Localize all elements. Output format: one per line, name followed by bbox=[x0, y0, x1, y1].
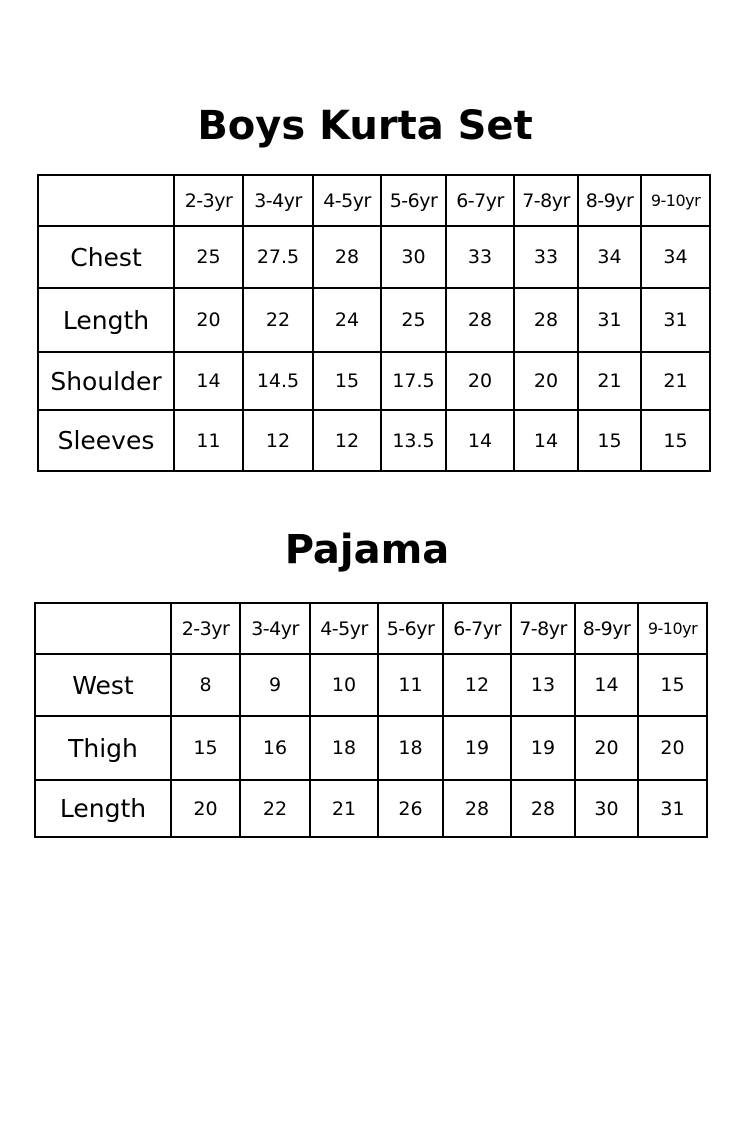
kurta-cell: 33 bbox=[514, 226, 578, 288]
kurta-row-label: Shoulder bbox=[38, 352, 174, 410]
pajama-size-header: 9-10yr bbox=[638, 603, 707, 654]
pajama-corner-cell bbox=[35, 603, 171, 654]
pajama-cell: 28 bbox=[511, 780, 575, 837]
kurta-cell: 27.5 bbox=[243, 226, 313, 288]
pajama-cell: 20 bbox=[575, 716, 638, 780]
pajama-header-row bbox=[35, 603, 707, 654]
pajama-cell: 20 bbox=[638, 716, 707, 780]
kurta-cell: 15 bbox=[578, 410, 641, 471]
pajama-row-length bbox=[35, 780, 707, 837]
kurta-size-header: 9-10yr bbox=[641, 175, 710, 226]
kurta-cell: 15 bbox=[641, 410, 710, 471]
pajama-cell: 15 bbox=[638, 654, 707, 716]
pajama-cell: 18 bbox=[378, 716, 443, 780]
pajama-cell: 30 bbox=[575, 780, 638, 837]
kurta-cell: 13.5 bbox=[381, 410, 446, 471]
pajama-cell: 21 bbox=[310, 780, 378, 837]
kurta-cell: 20 bbox=[514, 352, 578, 410]
kurta-cell: 21 bbox=[641, 352, 710, 410]
kurta-size-header: 4-5yr bbox=[313, 175, 381, 226]
pajama-row-label: Thigh bbox=[35, 716, 171, 780]
pajama-size-header: 8-9yr bbox=[575, 603, 638, 654]
kurta-cell: 25 bbox=[381, 288, 446, 352]
kurta-row-label: Chest bbox=[38, 226, 174, 288]
pajama-size-header: 7-8yr bbox=[511, 603, 575, 654]
pajama-row-label: West bbox=[35, 654, 171, 716]
pajama-cell: 18 bbox=[310, 716, 378, 780]
kurta-cell: 12 bbox=[313, 410, 381, 471]
kurta-cell: 21 bbox=[578, 352, 641, 410]
pajama-cell: 12 bbox=[443, 654, 511, 716]
kurta-row-length bbox=[38, 288, 710, 352]
kurta-cell: 28 bbox=[313, 226, 381, 288]
kurta-size-table bbox=[37, 174, 711, 472]
kurta-cell: 30 bbox=[381, 226, 446, 288]
kurta-title: Boys Kurta Set bbox=[197, 103, 533, 149]
pajama-row-west bbox=[35, 654, 707, 716]
kurta-row-shoulder bbox=[38, 352, 710, 410]
pajama-cell: 28 bbox=[443, 780, 511, 837]
pajama-title: Pajama bbox=[284, 527, 450, 573]
kurta-row-label: Sleeves bbox=[38, 410, 174, 471]
kurta-row-chest bbox=[38, 226, 710, 288]
pajama-cell: 15 bbox=[171, 716, 240, 780]
pajama-cell: 8 bbox=[171, 654, 240, 716]
kurta-cell: 31 bbox=[641, 288, 710, 352]
kurta-cell: 33 bbox=[446, 226, 514, 288]
kurta-cell: 22 bbox=[243, 288, 313, 352]
kurta-cell: 14 bbox=[174, 352, 243, 410]
kurta-size-header: 2-3yr bbox=[174, 175, 243, 226]
pajama-size-header: 4-5yr bbox=[310, 603, 378, 654]
pajama-size-header: 3-4yr bbox=[240, 603, 310, 654]
pajama-cell: 22 bbox=[240, 780, 310, 837]
kurta-header-row bbox=[38, 175, 710, 226]
kurta-size-header: 8-9yr bbox=[578, 175, 641, 226]
kurta-size-header: 6-7yr bbox=[446, 175, 514, 226]
kurta-cell: 25 bbox=[174, 226, 243, 288]
kurta-cell: 11 bbox=[174, 410, 243, 471]
kurta-size-header: 7-8yr bbox=[514, 175, 578, 226]
kurta-cell: 14 bbox=[446, 410, 514, 471]
kurta-cell: 20 bbox=[174, 288, 243, 352]
pajama-cell: 31 bbox=[638, 780, 707, 837]
kurta-cell: 14 bbox=[514, 410, 578, 471]
pajama-size-header: 2-3yr bbox=[171, 603, 240, 654]
pajama-cell: 20 bbox=[171, 780, 240, 837]
kurta-cell: 20 bbox=[446, 352, 514, 410]
pajama-cell: 19 bbox=[443, 716, 511, 780]
kurta-cell: 15 bbox=[313, 352, 381, 410]
kurta-corner-cell bbox=[38, 175, 174, 226]
kurta-cell: 24 bbox=[313, 288, 381, 352]
pajama-size-table bbox=[34, 602, 708, 838]
kurta-size-header: 5-6yr bbox=[381, 175, 446, 226]
pajama-cell: 13 bbox=[511, 654, 575, 716]
pajama-cell: 14 bbox=[575, 654, 638, 716]
kurta-cell: 28 bbox=[446, 288, 514, 352]
kurta-cell: 28 bbox=[514, 288, 578, 352]
pajama-cell: 19 bbox=[511, 716, 575, 780]
kurta-cell: 34 bbox=[578, 226, 641, 288]
pajama-cell: 11 bbox=[378, 654, 443, 716]
kurta-cell: 14.5 bbox=[243, 352, 313, 410]
pajama-cell: 9 bbox=[240, 654, 310, 716]
kurta-cell: 31 bbox=[578, 288, 641, 352]
kurta-row-sleeves bbox=[38, 410, 710, 471]
pajama-cell: 10 bbox=[310, 654, 378, 716]
pajama-row-thigh bbox=[35, 716, 707, 780]
kurta-cell: 34 bbox=[641, 226, 710, 288]
kurta-size-header: 3-4yr bbox=[243, 175, 313, 226]
pajama-row-label: Length bbox=[35, 780, 171, 837]
pajama-cell: 16 bbox=[240, 716, 310, 780]
kurta-row-label: Length bbox=[38, 288, 174, 352]
pajama-size-header: 5-6yr bbox=[378, 603, 443, 654]
pajama-size-header: 6-7yr bbox=[443, 603, 511, 654]
pajama-cell: 26 bbox=[378, 780, 443, 837]
kurta-cell: 12 bbox=[243, 410, 313, 471]
kurta-cell: 17.5 bbox=[381, 352, 446, 410]
